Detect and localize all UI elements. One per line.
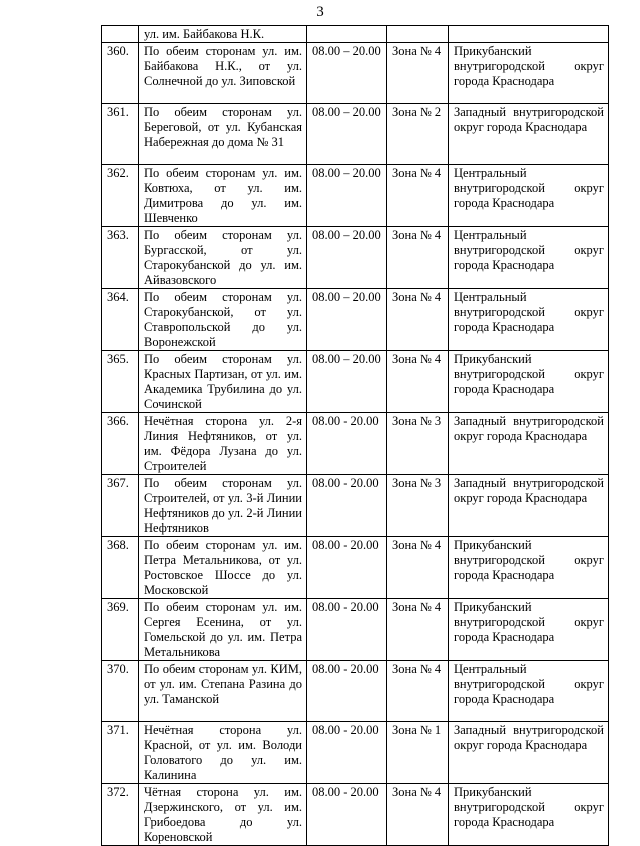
cell-number: 371. (102, 722, 139, 784)
table-row-continuation (102, 26, 609, 43)
cell-time: 08.00 - 20.00 (307, 599, 387, 661)
cell-district: Прикубанский внутригородской округ города Краснодара (449, 537, 609, 599)
cell-district: Прикубанский внутригородской округ города Краснодара (449, 784, 609, 846)
table-row (102, 413, 609, 475)
cell-time: 08.00 – 20.00 (307, 289, 387, 351)
cell-address: По обеим сторонам ул. КИМ, от ул. им. Степана Разина до ул. Таманской (139, 661, 307, 722)
cell-time (307, 26, 387, 43)
cell-zone: Зона № 4 (387, 165, 449, 227)
cell-zone: Зона № 4 (387, 289, 449, 351)
cell-address: По обеим сторонам ул. Бургасской, от ул. Старокубанской до ул. им. Айвазовского (139, 227, 307, 289)
cell-time: 08.00 – 20.00 (307, 165, 387, 227)
cell-district: Центральный внутригородской округ города Краснодара (449, 227, 609, 289)
cell-district: Центральный внутригородской округ города Краснодара (449, 165, 609, 227)
page-number: 3 (316, 4, 324, 20)
table-row (102, 537, 609, 599)
cell-number: 370. (102, 661, 139, 722)
table-row (102, 475, 609, 537)
cell-address: Чётная сторона ул. им. Дзержинского, от ул. им. Грибоедова до ул. Кореновской (139, 784, 307, 846)
cell-time: 08.00 – 20.00 (307, 351, 387, 413)
cell-address: ул. им. Байбакова Н.К. (139, 26, 307, 43)
cell-district (449, 26, 609, 43)
cell-district: Центральный внутригородской округ города Краснодара (449, 661, 609, 722)
cell-address: По обеим сторонам ул. им. Байбакова Н.К., от ул. Солнечной до ул. Зиповской (139, 43, 307, 104)
cell-number: 367. (102, 475, 139, 537)
cell-zone: Зона № 1 (387, 722, 449, 784)
cell-zone: Зона № 4 (387, 537, 449, 599)
cell-zone: Зона № 2 (387, 104, 449, 165)
table-row (102, 289, 609, 351)
cell-number: 363. (102, 227, 139, 289)
cell-address: Нечётная сторона ул. Красной, от ул. им. Володи Головатого до ул. им. Калинина (139, 722, 307, 784)
cell-time: 08.00 - 20.00 (307, 661, 387, 722)
cell-zone (387, 26, 449, 43)
cell-time: 08.00 - 20.00 (307, 475, 387, 537)
cell-number: 372. (102, 784, 139, 846)
cell-district: Центральный внутригородской округ города Краснодара (449, 289, 609, 351)
table-row (102, 722, 609, 784)
cell-address: По обеим сторонам ул. Старокубанской, от ул. Ставропольской до ул. Воронежской (139, 289, 307, 351)
cell-district: Прикубанский внутригородской округ города Краснодара (449, 351, 609, 413)
cell-time: 08.00 - 20.00 (307, 413, 387, 475)
cell-time: 08.00 - 20.00 (307, 537, 387, 599)
cell-district: Западный внутригородской округ города Краснодара (449, 722, 609, 784)
table-row (102, 599, 609, 661)
cell-number: 366. (102, 413, 139, 475)
cell-time: 08.00 – 20.00 (307, 227, 387, 289)
cell-number: 368. (102, 537, 139, 599)
cell-zone: Зона № 3 (387, 413, 449, 475)
cell-district: Прикубанский внутригородской округ города Краснодара (449, 599, 609, 661)
cell-address: По обеим сторонам ул. Береговой, от ул. Кубанская Набережная до дома № 31 (139, 104, 307, 165)
cell-number: 364. (102, 289, 139, 351)
cell-zone: Зона № 4 (387, 351, 449, 413)
cell-time: 08.00 - 20.00 (307, 784, 387, 846)
cell-address: По обеим сторонам ул. Строителей, от ул. 3-й Линии Нефтяников до ул. 2-й Линии Нефтяников (139, 475, 307, 537)
cell-zone: Зона № 4 (387, 784, 449, 846)
cell-number: 365. (102, 351, 139, 413)
cell-number (102, 26, 139, 43)
cell-zone: Зона № 4 (387, 227, 449, 289)
cell-address: По обеим сторонам ул. им. Сергея Есенина, от ул. Гомельской до ул. им. Петра Метальникова (139, 599, 307, 661)
cell-number: 361. (102, 104, 139, 165)
cell-district: Западный внутригородской округ города Краснодара (449, 475, 609, 537)
table-row (102, 104, 609, 165)
cell-district: Западный внутригородской округ города Краснодара (449, 104, 609, 165)
cell-number: 369. (102, 599, 139, 661)
cell-district: Западный внутригородской округ города Краснодара (449, 413, 609, 475)
table-row (102, 227, 609, 289)
cell-time: 08.00 – 20.00 (307, 43, 387, 104)
cell-address: По обеим сторонам ул. им. Петра Метальникова, от ул. Ростовское Шоссе до ул. Московской (139, 537, 307, 599)
table-row (102, 784, 609, 846)
table-row (102, 165, 609, 227)
cell-number: 362. (102, 165, 139, 227)
table-row (102, 661, 609, 722)
parking-zones-table (101, 25, 609, 846)
cell-district: Прикубанский внутригородской округ города Краснодара (449, 43, 609, 104)
cell-address: Нечётная сторона ул. 2-я Линия Нефтяников, от ул. им. Фёдора Лузана до ул. Строителей (139, 413, 307, 475)
cell-zone: Зона № 4 (387, 43, 449, 104)
table-body (102, 26, 609, 846)
cell-number: 360. (102, 43, 139, 104)
table-row (102, 351, 609, 413)
cell-address: По обеим сторонам ул. Красных Партизан, от ул. им. Академика Трубилина до ул. Сочинской (139, 351, 307, 413)
cell-address: По обеим сторонам ул. им. Ковтюха, от ул. им. Димитрова до ул. им. Шевченко (139, 165, 307, 227)
cell-time: 08.00 – 20.00 (307, 104, 387, 165)
cell-zone: Зона № 3 (387, 475, 449, 537)
cell-zone: Зона № 4 (387, 599, 449, 661)
cell-time: 08.00 - 20.00 (307, 722, 387, 784)
cell-zone: Зона № 4 (387, 661, 449, 722)
table-row (102, 43, 609, 104)
